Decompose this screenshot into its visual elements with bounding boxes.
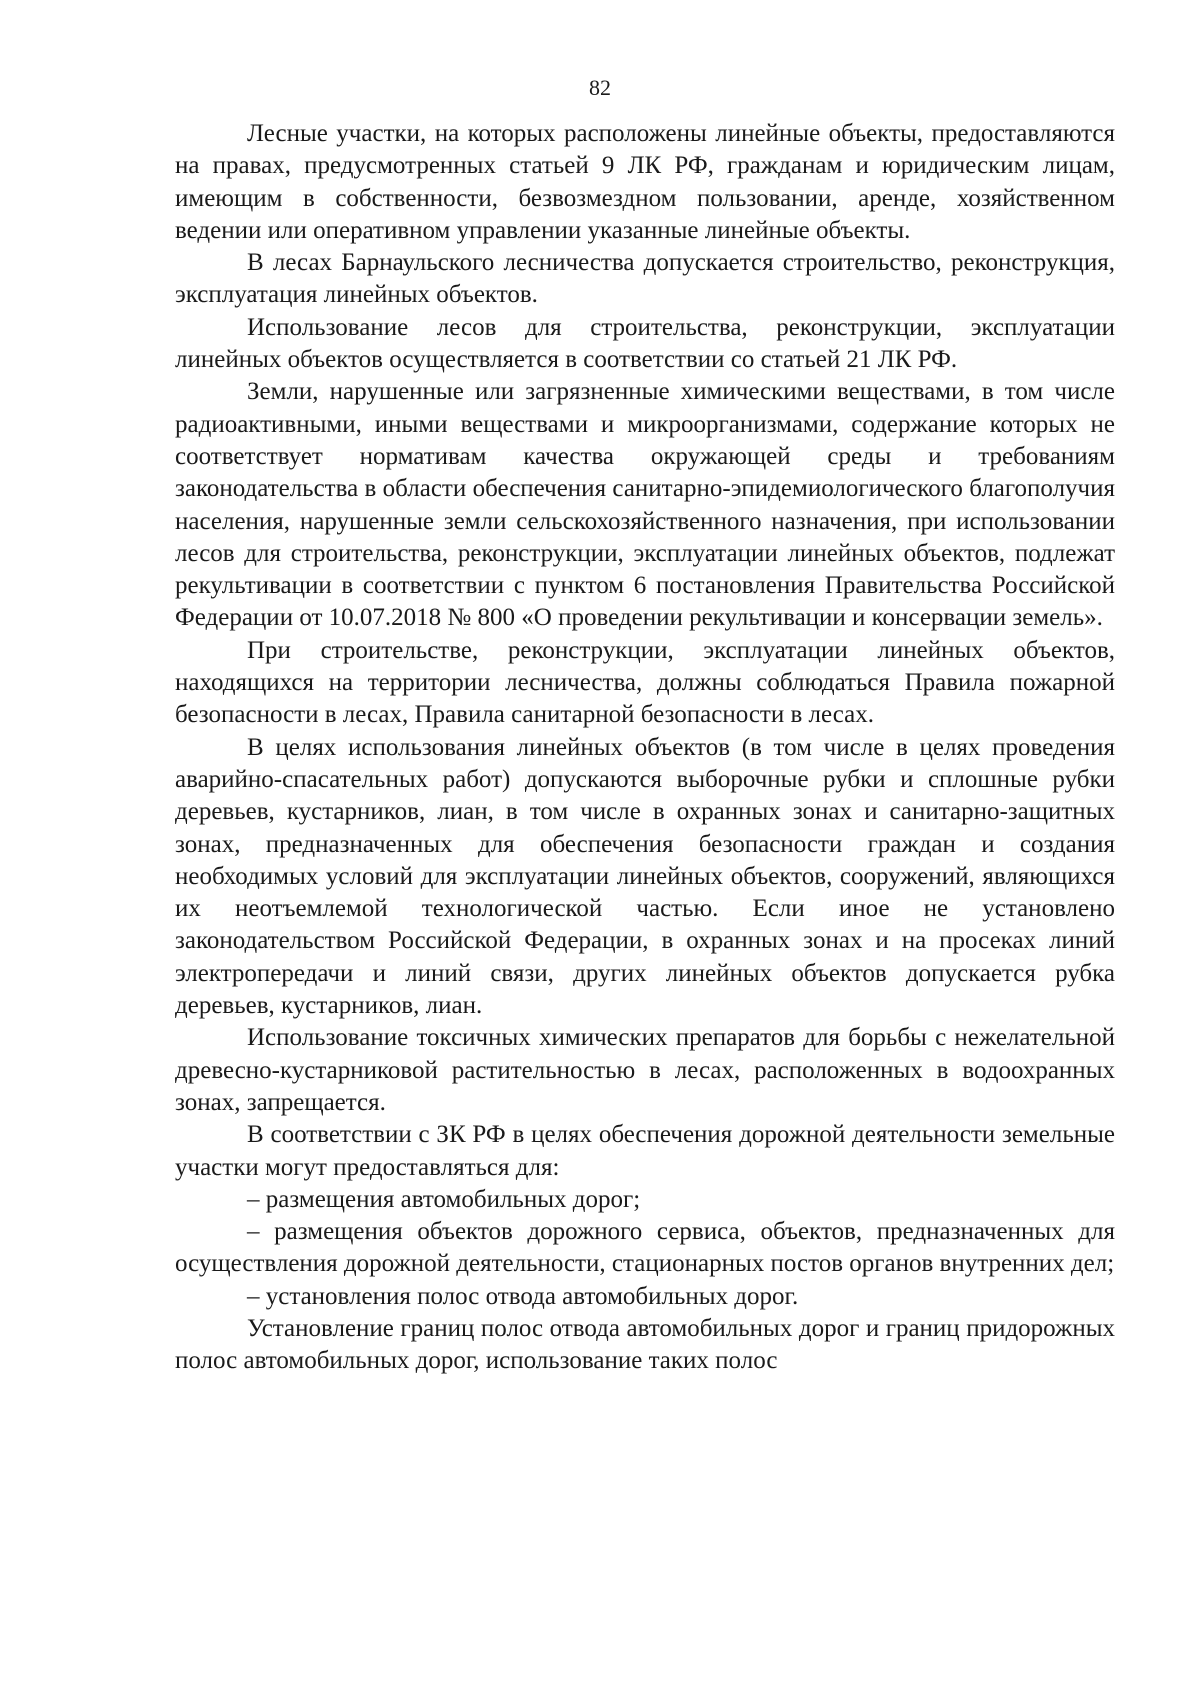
paragraph: Использование лесов для строительства, реконструкции, эксплуатации линейных объектов осуществляется в соответствии со статьей 21 ЛК РФ.: [175, 313, 1115, 374]
document-body: [175, 118, 1115, 1378]
paragraph: При строительстве, реконструкции, эксплуатации линейных объектов, находящихся на территории лесничества, должны соблюдаться Правила пожарной безопасности в лесах, Правила санитарной безопасности в лесах.: [175, 636, 1115, 729]
list-item: – установления полос отвода автомобильных дорог.: [247, 1282, 799, 1310]
paragraph: Использование токсичных химических препаратов для борьбы с нежелательной древесно-кустарниковой растительностью в лесах, расположенных в водоохранных зонах, запрещается.: [175, 1024, 1115, 1116]
paragraph: В целях использования линейных объектов (в том числе в целях проведения аварийно-спасательных работ) допускаются выборочные рубки и сплошные рубки деревьев, кустарников, лиан, в том числе в охранных зонах и санитарно-защитных зонах, предназначенных для обеспечения безопасности граждан и создания необходимых условий для эксплуатации линейных объектов, сооружений, являющихся их неотъемлемой технологической частью. Если иное не установлено законодательством Российской Федерации, в охранных зонах и на просеках линий электропередачи и линий связи, других линейных объектов допускается рубка деревьев, кустарников, лиан.: [175, 733, 1115, 1020]
paragraph: В соответствии с ЗК РФ в целях обеспечения дорожной деятельности земельные участки могут предоставляться для:: [175, 1121, 1115, 1181]
paragraph: Установление границ полос отвода автомобильных дорог и границ придорожных полос автомобильных дорог, использование таких полос: [175, 1314, 1115, 1375]
list-item: – размещения объектов дорожного сервиса, объектов, предназначенных для осуществления дорожной деятельности, стационарных постов органов внутренних дел;: [175, 1218, 1115, 1278]
paragraph: Земли, нарушенные или загрязненные химическими веществами, в том числе радиоактивными, иными веществами и микроорганизмами, содержание которых не соответствует нормативам качества окружающей среды и требованиям законодательства в области обеспечения санитарно-эпидемиологического благополучия населения, нарушенные земли сельскохозяйственного назначения, при использовании лесов для строительства, реконструкции, эксплуатации линейных объектов, подлежат рекультивации в соответствии с пунктом 6 постановления Правительства Российской Федерации от 10.07.2018 № 800 «О проведении рекультивации и консервации земель».: [175, 378, 1115, 632]
paragraph: В лесах Барнаульского лесничества допускается строительство, реконструкция, эксплуатация линейных объектов.: [175, 249, 1115, 309]
paragraph: Лесные участки, на которых расположены линейные объекты, предоставляются на правах, предусмотренных статьей 9 ЛК РФ, гражданам и юридическим лицам, имеющим в собственности, безвозмездном пользовании, аренде, хозяйственном ведении или оперативном управлении указанные линейные объекты.: [175, 120, 1115, 244]
list-item: – размещения автомобильных дорог;: [247, 1185, 641, 1213]
page-number: 82: [589, 75, 611, 100]
